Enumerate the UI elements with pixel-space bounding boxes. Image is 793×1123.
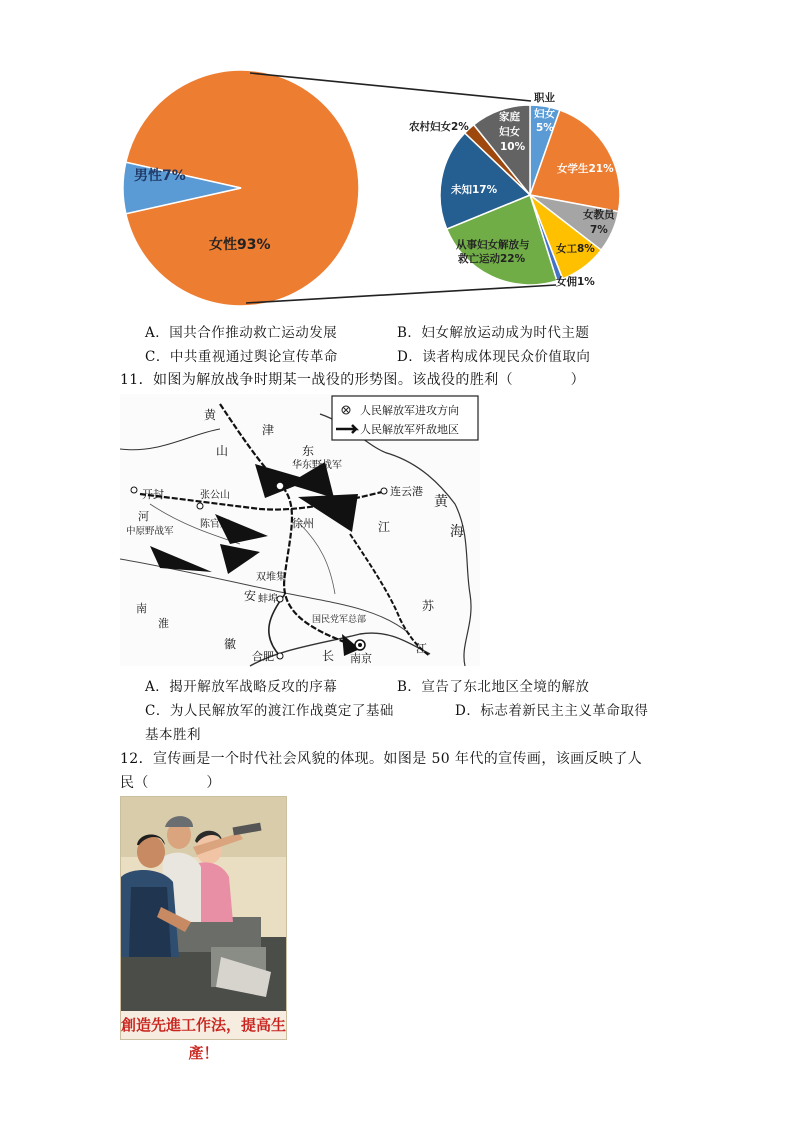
map-he: 河 [138, 510, 149, 523]
map-hefei: 合肥 [252, 650, 274, 663]
label-jiefang-2: 救亡运动22% [458, 253, 526, 265]
map-hai: 海 [450, 524, 464, 540]
propaganda-poster [120, 796, 287, 1062]
poster-illustration [121, 797, 286, 1011]
map-guomin: 国民党军总部 [312, 615, 367, 625]
map-jiang: 江 [378, 520, 391, 534]
map-zhang: 长 [322, 649, 335, 663]
q11-option-d-cont: 基本胜利 [145, 727, 201, 743]
q11-stem: 11．如图为解放战争时期某一战役的形势图。该战役的胜利（ ） [120, 372, 586, 388]
label-zhiye-2: 妇女 [534, 108, 555, 120]
label-student: 女学生21% [557, 163, 614, 175]
map-huang: 黄 [204, 408, 217, 422]
q11-option-d[interactable]: D．标志着新民主主义革命取得 [455, 703, 649, 719]
main-pie [123, 70, 359, 306]
label-female: 女性93% [209, 237, 271, 253]
label-zhiye-1: 职业 [534, 92, 555, 104]
q10-option-a[interactable]: A．国共合作推动救亡运动发展 [145, 325, 338, 341]
q11-option-c[interactable]: C．为人民解放军的渡江作战奠定了基础 [145, 703, 394, 719]
map-an: 安 [244, 589, 257, 603]
map-shan: 山 [216, 444, 229, 458]
map-huang2: 黄 [434, 494, 448, 510]
map-jin: 津 [262, 423, 275, 437]
battle-map [120, 394, 480, 666]
map-lianyungang: 连云港 [390, 485, 423, 498]
map-huadong: 华东野战军 [292, 460, 342, 471]
legend-encircle: 人民解放军歼敌地区 [360, 423, 459, 436]
map-nan: 南 [136, 602, 147, 615]
q11-option-a[interactable]: A．揭开解放军战略反攻的序幕 [145, 679, 338, 695]
map-su: 苏 [422, 599, 435, 613]
label-home-3: 10% [500, 141, 526, 153]
map-shuangdui: 双堆集 [256, 572, 286, 583]
map-xuzhou: 徐州 [292, 517, 314, 530]
map-chenguan: 陈官庄 [200, 519, 230, 530]
label-home-1: 家庭 [499, 111, 520, 123]
map-zhongyuan: 中原野战军 [126, 526, 174, 537]
poster-caption: 創造先進工作法，提高生產！ [121, 1011, 286, 1039]
legend-attack: 人民解放军进攻方向 [360, 404, 459, 417]
q11-option-b[interactable]: B．宣告了东北地区全境的解放 [397, 679, 590, 695]
q10-option-d[interactable]: D．读者构成体现民众价值取向 [397, 349, 591, 365]
q10-option-c[interactable]: C．中共重视通过舆论宣传革命 [145, 349, 338, 365]
map-nanjing: 南京 [350, 652, 372, 665]
label-rural: 农村妇女2% [409, 121, 469, 133]
map-kaifeng: 开封 [142, 488, 164, 501]
label-home-2: 妇女 [499, 126, 520, 138]
q12-stem-line2: 民（ ） [120, 775, 221, 791]
pie-chart [0, 0, 793, 320]
label-teacher-2: 7% [590, 224, 608, 236]
map-hui: 徽 [224, 637, 237, 651]
map-jiang2: 江 [416, 642, 427, 655]
q10-option-b[interactable]: B．妇女解放运动成为时代主题 [397, 325, 590, 341]
label-teacher-1: 女教员 [583, 209, 615, 221]
label-jiefang-1: 从事妇女解放与 [456, 239, 530, 251]
q12-stem-line1: 12．宣传画是一个时代社会风貌的体现。如图是 50 年代的宣传画，该画反映了人 [120, 751, 643, 767]
label-worker: 女工8% [556, 243, 595, 255]
label-maid: 女佣1% [556, 276, 595, 288]
map-dong: 东 [302, 444, 315, 458]
map-zhangong: 张公山 [200, 490, 230, 501]
label-unknown: 未知17% [451, 184, 498, 196]
map-huai: 淮 [158, 617, 169, 630]
label-zhiye-3: 5% [536, 122, 554, 134]
label-male: 男性7% [134, 168, 186, 184]
map-bengbu: 蚌埠 [258, 594, 278, 605]
